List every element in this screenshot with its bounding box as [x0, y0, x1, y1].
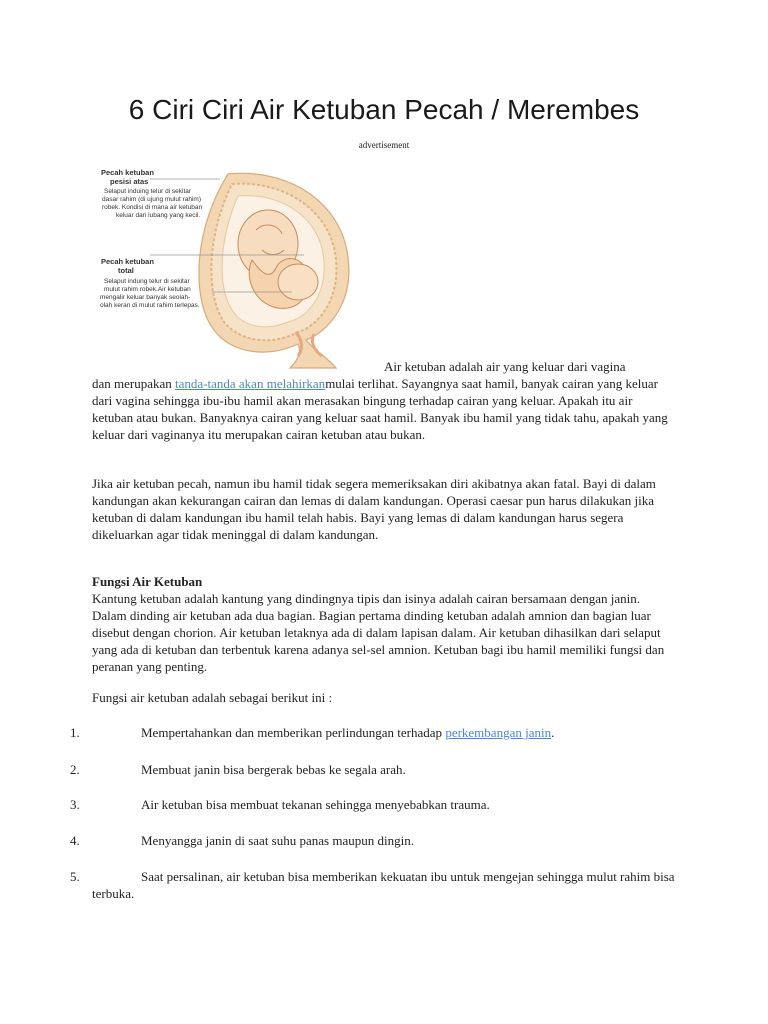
- label1-desc-line: robek. Kondisi di mana air ketuban: [102, 204, 203, 211]
- fetal-development-link[interactable]: perkembangan janin: [445, 725, 552, 740]
- list-number: 5.: [70, 869, 80, 884]
- label2-desc-line: mulut rahim robek.Air ketuban: [104, 286, 191, 293]
- list-text: Saat persalinan, air ketuban bisa memberikan kekuatan ibu untuk mengejan sehingga mulut rahim bisa terbuka.: [92, 869, 675, 901]
- list-text-after: .: [551, 725, 555, 740]
- label2-desc-line: olah keran di mulut rahim terlepas.: [100, 302, 200, 309]
- intro-first-line: Air ketuban adalah air yang keluar dari vagina: [384, 359, 626, 374]
- list-number: 3.: [70, 797, 80, 812]
- intro-rest: [92, 375, 676, 443]
- list-number: 1.: [70, 725, 80, 740]
- intro-text-before-link: dan merupakan: [92, 376, 176, 391]
- intro-paragraph: [92, 358, 676, 443]
- label1-desc-line: keluar dari lubang yang kecil.: [116, 212, 201, 219]
- labor-signs-link[interactable]: tanda-tanda akan melahirkan: [175, 376, 326, 391]
- label1-title-line1: Pecah ketuban: [101, 168, 154, 177]
- label1-desc-line: Selaput induing telur di sekitar: [104, 188, 192, 195]
- amniotic-rupture-illustration: [92, 162, 388, 370]
- section-heading: Fungsi Air Ketuban: [92, 574, 203, 589]
- paragraph-fatal-effects: Jika air ketuban pecah, namun ibu hamil tidak segera memeriksakan diri akibatnya akan fatal. Bayi di dalam kandungan akan kekurangan cairan dan lemas di dalam kandungan. Operasi caesar pun harus dilakukan jika ketuban di dalam kandungan ibu hamil telah habis. Bayi yang lemas di dalam kandungan harus segera dikeluarkan agar tidak meninggal di dalam kandungan.: [92, 476, 656, 542]
- intro-text-after-link: mulai terlihat. Sayangnya saat hamil, banyak cairan yang keluar dari vagina sehingga ibu-ibu hamil akan merasakan bingung terhadap cairan yang keluar. Apakah itu air ketuban atau bukan. Banyaknya cairan yang keluar saat hamil. Banyak ibu hamil yang tidak tahu, apakah yang keluar dari vaginanya itu merupakan cairan ketuban atau bukan.: [92, 376, 668, 442]
- list-text: Air ketuban bisa membuat tekanan sehingga menyebabkan trauma.: [141, 797, 490, 812]
- paragraph-amniotic-sac: Kantung ketuban adalah kantung yang dindingnya tipis dan isinya adalah cairan bersamaan dengan janin. Dalam dinding air ketuban ada dua bagian. Bagian pertama dinding ketuban adalah amnion dan bagian luar disebut dengan chorion. Air ketuban letaknya ada di dalam lapisan dalam. Air ketuban dihasilkan dari selaput yang ada di ketuban dan terbentuk karena adanya sel-sel amnion. Ketuban bagi ibu hamil memiliki fungsi dan peranan yang penting.: [92, 591, 665, 674]
- page-title: 6 Ciri Ciri Air Ketuban Pecah / Merembes: [128, 94, 640, 125]
- list-number: 2.: [70, 762, 80, 777]
- label1-desc-line: dasar rahim (di ujung mulut rahim): [102, 196, 201, 203]
- label2-desc-line: mengalir keluar banyak seolah-: [100, 294, 191, 301]
- list-text: Menyangga janin di saat suhu panas maupun dingin.: [141, 833, 414, 848]
- list-text: [92, 724, 676, 741]
- label2-title-line2: total: [118, 266, 134, 275]
- list-text-main: Mempertahankan dan memberikan perlindungan terhadap: [141, 725, 446, 740]
- list-intro: Fungsi air ketuban adalah sebagai berikut ini :: [92, 690, 333, 705]
- list-number: 4.: [70, 833, 80, 848]
- label2-desc-line: Selaput indung telur di sekitar: [104, 278, 190, 285]
- advertisement-label: advertisement: [358, 140, 410, 150]
- list-text: Membuat janin bisa bergerak bebas ke segala arah.: [141, 762, 406, 777]
- label1-title-line2: pesisi atas: [110, 177, 149, 186]
- label2-title-line1: Pecah ketuban: [101, 257, 154, 266]
